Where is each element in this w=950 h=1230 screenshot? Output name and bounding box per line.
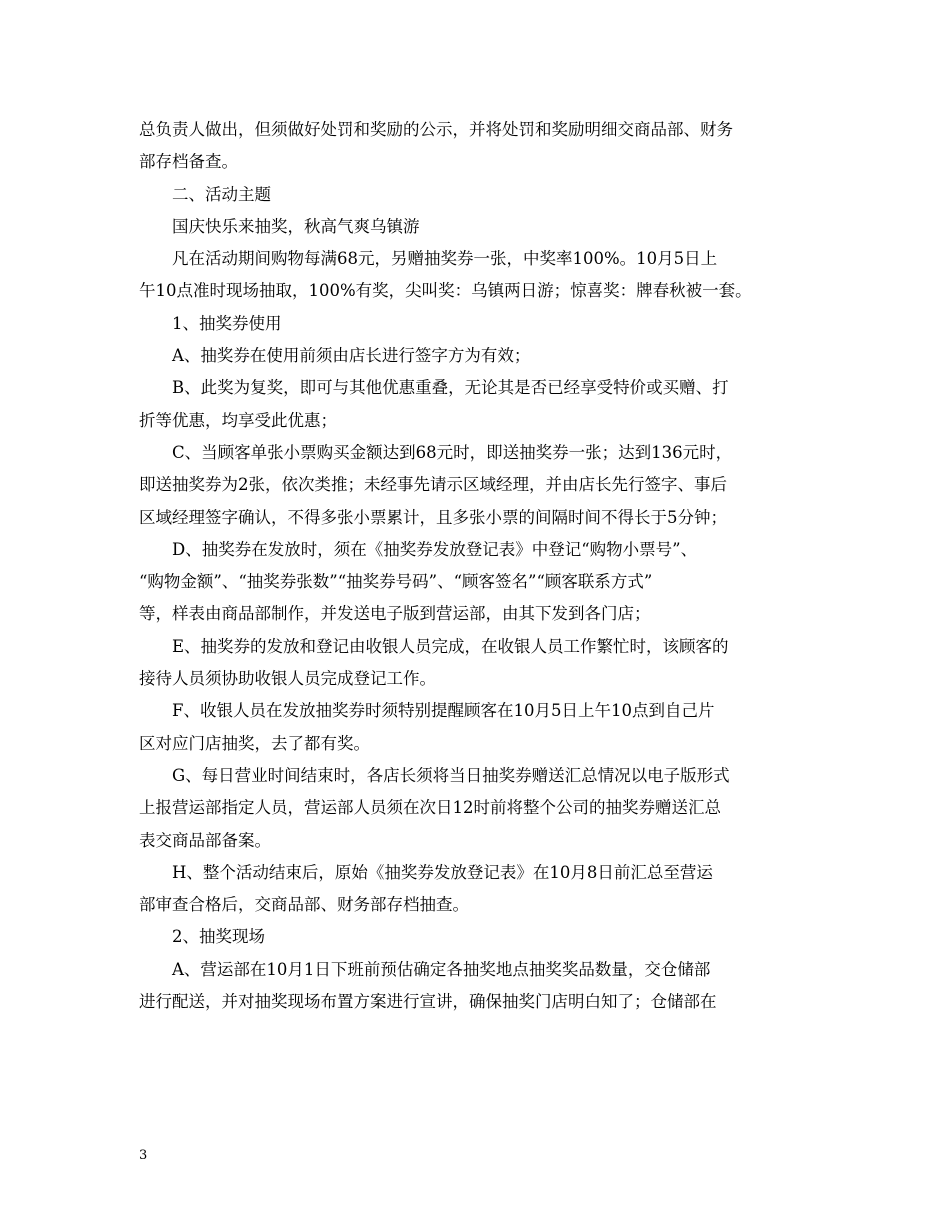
text-line: A、抽奖券在使用前须由店长进行签字方为有效； xyxy=(172,346,531,366)
text-line: F、收银人员在发放抽奖券时须特别提醒顾客在10月5日上午10点到自己片 xyxy=(172,701,715,721)
text-line: 午10点准时现场抽取，100%有奖，尖叫奖：乌镇两日游；惊喜奖：牌春秋被一套。 xyxy=(139,281,752,301)
page-number: 3 xyxy=(139,1148,148,1163)
text-line: B、此奖为复奖，即可与其他优惠重叠，无论其是否已经享受特价或买赠、打 xyxy=(172,378,729,398)
text-line: 1、抽奖券使用 xyxy=(172,313,282,333)
text-line: E、抽奖券的发放和登记由收银人员完成，在收银人员工作繁忙时，该顾客的 xyxy=(172,636,729,656)
text-line: 即送抽奖券为2张，依次类推；未经事先请示区域经理，并由店长先行签字、事后 xyxy=(139,475,727,495)
text-line: 接待人员须协助收银人员完成登记工作。 xyxy=(139,669,436,689)
document-body xyxy=(139,114,811,1018)
text-line: 国庆快乐来抽奖，秋高气爽乌镇游 xyxy=(172,216,420,236)
text-line: 二、活动主题 xyxy=(172,184,271,204)
text-line: 部审查合格后，交商品部、财务部存档抽查。 xyxy=(139,895,469,915)
text-line: 区对应门店抽奖，去了都有奖。 xyxy=(139,733,370,753)
text-line: H、整个活动结束后，原始《抽奖券发放登记表》在10月8日前汇总至营运 xyxy=(172,862,713,882)
text-line: C、当顾客单张小票购买金额达到68元时，即送抽奖券一张；达到136元时， xyxy=(172,442,733,462)
text-line: 表交商品部备案。 xyxy=(139,830,271,850)
text-line: D、抽奖券在发放时，须在《抽奖券发放登记表》中登记“购物小票号”、 xyxy=(172,539,698,559)
text-line: G、每日营业时间结束时，各店长须将当日抽奖券赠送汇总情况以电子版形式 xyxy=(172,765,730,785)
text-line: 区域经理签字确认，不得多张小票累计，且多张小票的间隔时间不得长于5分钟； xyxy=(139,507,727,527)
text-line: 部存档备查。 xyxy=(139,152,238,172)
text-line: 等，样表由商品部制作，并发送电子版到营运部，由其下发到各门店； xyxy=(139,604,651,624)
text-line: “购物金额”、“抽奖券张数”“抽奖券号码”、“顾客签名”“顾客联系方式” xyxy=(139,572,653,592)
text-line: 总负责人做出，但须做好处罚和奖励的公示，并将处罚和奖励明细交商品部、财务 xyxy=(139,120,733,139)
text-line: 上报营运部指定人员，营运部人员须在次日12时前将整个公司的抽奖券赠送汇总 xyxy=(139,798,721,818)
text-line: 凡在活动期间购物每满68元，另赠抽奖券一张，中奖率100%。10月5日上 xyxy=(172,249,718,269)
text-line: 进行配送，并对抽奖现场布置方案进行宣讲，确保抽奖门店明白知了；仓储部在 xyxy=(139,992,717,1012)
text-line: 2、抽奖现场 xyxy=(172,927,265,947)
text-line: 折等优惠，均享受此优惠； xyxy=(139,410,337,430)
text-line: A、营运部在10月1日下班前预估确定各抽奖地点抽奖奖品数量，交仓储部 xyxy=(172,959,711,979)
